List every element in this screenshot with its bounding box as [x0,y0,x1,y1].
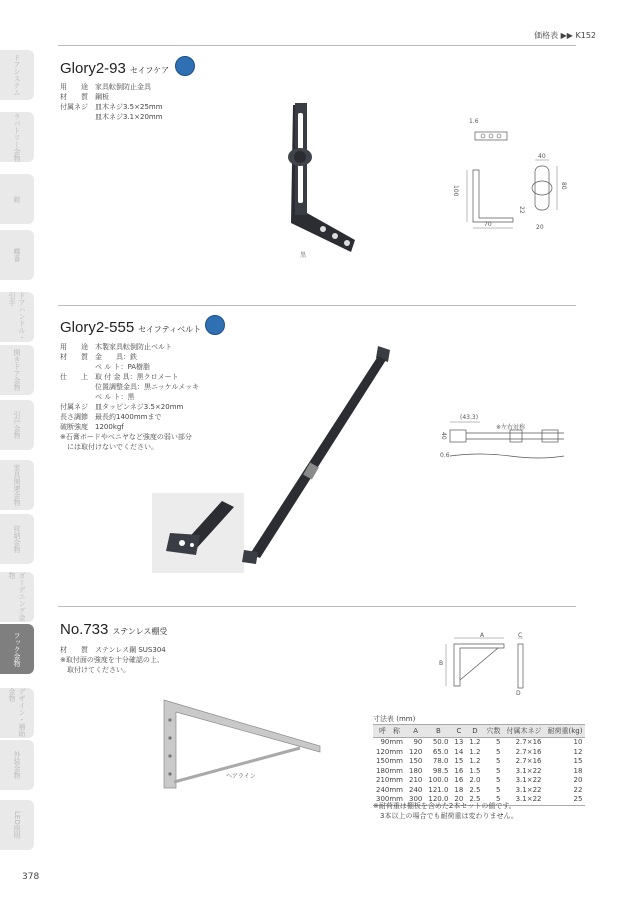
table-cell: 3.1×22 [503,795,544,805]
table-cell: 13 [454,738,464,746]
product-name: No.733 [60,621,109,638]
product-title [60,621,167,638]
table-cell: 5 [496,757,501,765]
table-cell: 1.5 [469,766,481,775]
table-cell: 22 [573,785,583,794]
table-cell: 16 [454,776,464,784]
spec-line: 仕 上 取 付 金 具：黒クロメート [60,373,179,381]
table-cell: 240mm [376,785,403,794]
sidebar-tab[interactable]: 開きドア金物 [0,345,34,395]
table-cell: 50.0 [432,738,449,746]
sidebar-tab[interactable]: 外装金物 [0,740,34,790]
table-header-cell: 付属木ネジ [503,725,544,738]
detail-photo-inset [152,493,244,573]
table-row [373,748,585,758]
table-cell: 20 [451,795,466,805]
table-cell: 2.7×16 [515,757,542,765]
table-cell: 240 [409,785,423,794]
sidebar-tab[interactable]: 収納金物 [0,514,34,564]
table-cell: 15 [573,757,583,765]
table-cell: 180mm [376,766,403,775]
table-header-cell: 呼 称 [373,725,406,738]
product-name: Glory2-93 [60,60,126,77]
dim-label: 70 [484,221,492,228]
table-cell: 150mm [376,757,403,765]
table-cell: 14 [454,747,464,756]
spec-line: ベ ル ト：黒 [60,393,135,401]
spec-line: ※取付面の強度を十分確認の上、 [60,656,164,664]
dim-label: B [439,660,444,667]
product-photo-glory2-93 [255,95,365,260]
sidebar-tab[interactable]: ドアシステム [0,50,34,100]
dim-label: A [480,632,485,639]
table-cell: 1.2 [469,747,481,756]
product-title [60,60,169,77]
table-cell: 3.1×22 [515,785,542,794]
table-notes [373,801,518,821]
sidebar-tab[interactable]: フック金物 [0,624,34,674]
spec-line: 取付けてください。 [60,666,130,674]
spec-line: 材 質 鋼板 [60,93,109,101]
table-row [373,767,585,777]
spec-line: ベ ル ト：PA樹脂 [60,363,151,371]
table-cell: 90 [413,738,423,746]
dim-label: 40 [538,153,546,160]
spec-line: 位置調整金具：黒ニッケルメッキ [60,383,200,391]
product-title [60,319,201,336]
technical-drawing-no733 [440,632,570,702]
product-name: Glory2-555 [60,319,135,336]
table-cell: 5 [496,747,501,756]
dim-label: (43.3) [460,414,479,421]
table-cell: 121.0 [428,785,449,794]
table-row [373,757,585,767]
product-subtitle: セイフケア [129,66,170,75]
table-cell: 12 [573,747,583,756]
dimension-table [373,724,585,806]
table-cell: 20 [573,776,583,784]
table-cell: 120mm [376,747,403,756]
product-subtitle: セイフティベルト [138,325,202,334]
table-cell: 98.5 [432,766,449,775]
technical-drawing-glory2-93 [455,110,575,240]
table-cell: 5 [483,795,503,805]
table-header-cell: D [466,725,483,738]
dim-label: D [516,690,521,697]
table-cell: 100.0 [428,776,449,784]
table-cell: 2.7×16 [515,747,542,756]
table-cell: 25 [544,795,585,805]
spec-line: ※耐荷重は棚板を含めた2本セットの値です。 [373,802,516,810]
spec-line: 用 途 家具転倒防止金具 [60,83,151,91]
table-cell: 18 [454,785,464,794]
sidebar-tab[interactable]: 錠 [0,174,34,224]
table-cell: 120.0 [425,795,451,805]
table-header-cell: B [425,725,451,738]
table-cell: 65.0 [432,747,449,756]
sidebar-tab[interactable]: ガーデニング金物 [0,572,34,622]
page-number: 378 [22,872,40,882]
table-header-cell: C [451,725,466,738]
spec-line: 付属ネジ 皿タッピンネジ3.5×20mm [60,403,184,411]
dim-note: ※左右対称 [496,424,526,431]
spec-line: 材 質 ステンレス鋼 SUS304 [60,646,166,654]
certification-badge-icon [205,315,225,335]
table-cell: 300mm [373,795,406,805]
dim-label: 1.6 [469,118,479,125]
spec-line: 用 途 木製家具転倒防止ベルト [60,343,172,351]
sidebar-tab[interactable]: ドアハンドル・引手 [0,292,34,342]
table-cell: 15 [454,757,464,765]
table-cell: 16 [454,766,464,775]
product-specs [60,342,199,452]
dim-label: 22 [518,206,525,214]
dim-label: 100 [452,185,459,197]
product-specs [60,82,163,122]
table-row [373,738,585,748]
table-header-cell: 穴数 [483,725,503,738]
spec-line: 材 質 金 具：鉄 [60,353,137,361]
dim-label: 0.6 [440,452,450,459]
table-header-row [373,725,585,738]
sidebar-tab[interactable]: デザイン・補助金物 [0,688,34,738]
dim-label: 80 [560,182,567,190]
dim-label: C [518,632,523,639]
product-subtitle: ステンレス棚受 [112,627,168,636]
price-reference: 価格表 ▶▶ K152 [534,31,596,40]
spec-line: 破断強度 1200kgf [60,423,124,431]
table-cell: 3.1×22 [515,766,542,775]
section-divider [58,606,576,607]
dim-label: 40 [440,432,447,440]
table-cell: 5 [496,776,501,784]
table-cell: 120 [409,747,423,756]
finish-caption: ヘアライン [226,773,256,780]
table-cell: 10 [573,738,583,746]
certification-badge-icon [175,56,195,76]
product-photo-glory2-555 [238,340,398,570]
dim-label: 20 [536,224,544,231]
table-cell: 5 [496,738,501,746]
spec-line: には取付けないでください。 [60,443,158,451]
table-cell: 210mm [376,776,403,784]
table-cell: 2.5 [469,785,481,794]
table-cell: 90mm [380,738,403,746]
table-caption: 寸法表 (mm) [373,715,416,723]
table-cell: 5 [496,785,501,794]
table-cell: 3.1×22 [515,776,542,784]
table-row [373,786,585,796]
spec-line: 3本以上の場合でも耐荷重は変わりません。 [373,812,518,820]
table-cell: 180 [409,766,423,775]
table-header-cell: A [406,725,425,738]
table-cell: 210 [409,776,423,784]
spec-line: 長さ調節 最長約1400mmまで [60,413,162,421]
sidebar-tab[interactable]: ラバトリー金物 [0,112,34,162]
table-cell: 18 [573,766,583,775]
sidebar-tab[interactable]: 蝶番 [0,230,34,280]
table-cell: 1.2 [469,757,481,765]
spec-line: 皿木ネジ3.1×20mm [60,113,163,121]
table-header-cell: 耐荷重(kg) [544,725,585,738]
section-divider [58,305,576,306]
sidebar-tab[interactable]: LED照明 [0,800,34,850]
table-cell: 2.5 [466,795,483,805]
table-cell: 1.2 [469,738,481,746]
sidebar-tab[interactable]: 家具関連金物 [0,460,34,510]
table-row [373,776,585,786]
table-cell: 78.0 [432,757,449,765]
table-cell: 2.0 [469,776,481,784]
table-cell: 2.7×16 [515,738,542,746]
section-divider [58,45,576,46]
product-specs [60,645,166,675]
spec-line: ※石膏ボードやベニヤなど強度の弱い部分 [60,433,192,441]
color-caption: 黒 [300,252,307,259]
sidebar-tab[interactable]: 引戸金物 [0,400,34,450]
table-cell: 150 [409,757,423,765]
spec-line: 付属ネジ 皿木ネジ3.5×25mm [60,103,163,111]
table-cell: 300 [406,795,425,805]
table-cell: 5 [496,766,501,775]
